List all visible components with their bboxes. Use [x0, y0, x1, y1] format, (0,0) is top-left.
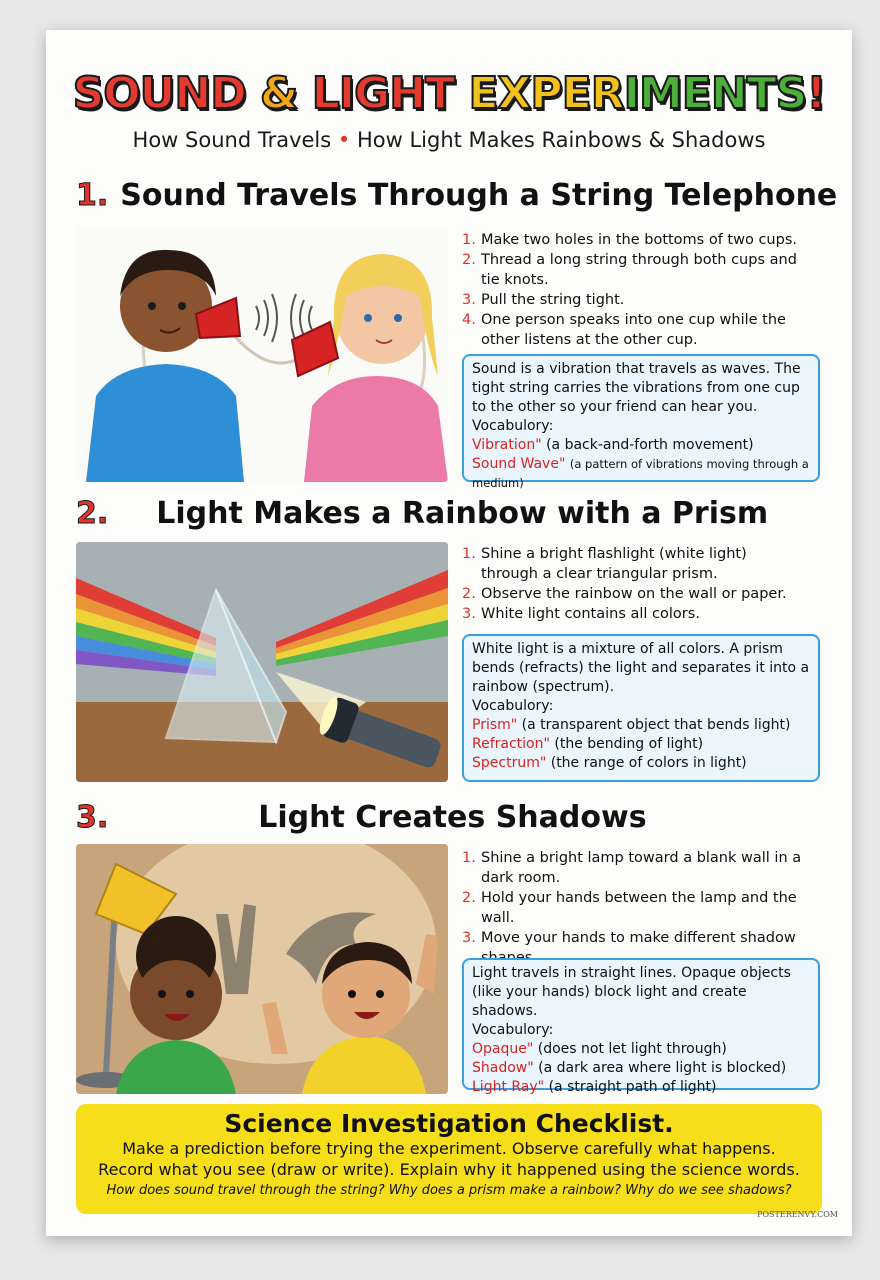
step-item [462, 544, 808, 584]
title-part: ! [806, 68, 826, 119]
vocab-label: Vocabulory: [472, 1022, 554, 1038]
step-number: 4. [462, 312, 476, 328]
step-text: Move your hands to make different shadow [481, 930, 796, 946]
subtitle-left: How Sound Travels [132, 128, 332, 152]
step-number: 2. [462, 890, 476, 906]
step-item [462, 584, 808, 604]
vocab-definition: (the bending of light) [554, 736, 704, 752]
step-item [462, 310, 808, 350]
section-number: 3. [76, 800, 109, 835]
step-number: 1. [462, 850, 476, 866]
vocab-term: Light Ray" [472, 1079, 545, 1095]
poster-title [46, 68, 852, 119]
checklist-questions: How does sound travel through the string? Why does a prism make a rainbow? Why do we see shadows? [106, 1183, 792, 1198]
vocab-item [472, 1040, 810, 1059]
section-3-heading [76, 800, 822, 835]
vocab-item [472, 754, 810, 773]
section-title: Sound Travels Through a String Telephone [120, 178, 838, 213]
step-number: 1. [462, 232, 476, 248]
step-number: 3. [462, 930, 476, 946]
vocab-definition: (a pattern of vibrations moving through a medium) [472, 457, 809, 490]
vocab-item [472, 1059, 810, 1078]
section-2-heading [76, 496, 822, 531]
subtitle-right: How Light Makes Rainbows & Shadows [356, 128, 766, 152]
string-telephone-illustration [76, 226, 448, 482]
vocab-definition: (a straight path of light) [548, 1079, 717, 1095]
title-part: SOUND [72, 68, 246, 119]
section-1-info-box [462, 354, 820, 490]
step-item [462, 290, 808, 310]
vocab-definition: (a back-and-forth movement) [546, 437, 754, 453]
section-3-steps [462, 848, 808, 968]
vocab-item [472, 1078, 810, 1097]
section-3-info-box [462, 958, 820, 1095]
step-item [462, 888, 808, 928]
title-part: EXPER [454, 68, 624, 119]
explanation-text: White light is a mixture of all colors. A prism bends (refracts) the light and separates it into a rainbow (spectrum). [472, 641, 810, 695]
step-text: One person speaks into one cup while the other listens at the other cup. [481, 312, 786, 348]
section-1-steps [462, 230, 808, 350]
shadow-puppets-illustration [76, 844, 448, 1094]
step-text: Shine a bright flashlight (white light) through a clear triangular prism. [481, 546, 747, 582]
step-text: Shine a bright lamp toward a blank wall in a dark room. [481, 850, 802, 886]
vocab-term: Spectrum" [472, 755, 547, 771]
step-text: Observe the rainbow on the wall or paper. [481, 586, 787, 602]
explanation-text: Sound is a vibration that travels as waves. The tight string carries the vibrations from one cup to the other so your friend can hear you. [472, 361, 801, 415]
prism-rainbow-illustration [76, 542, 448, 782]
vocab-term: Refraction" [472, 736, 550, 752]
section-2-steps [462, 544, 808, 624]
title-part: & [245, 68, 312, 119]
section-1-heading [76, 178, 837, 213]
title-part: IMENTS [623, 68, 807, 119]
checklist-heading: Science Investigation Checklist. [224, 1109, 674, 1138]
step-item [462, 250, 808, 290]
poster [46, 30, 852, 1236]
step-text: White light contains all colors. [481, 606, 700, 622]
vocab-term: Sound Wave" [472, 456, 566, 472]
step-item [462, 604, 808, 624]
checklist-line: Record what you see (draw or write). Explain why it happened using the science words. [98, 1160, 800, 1179]
step-text: Make two holes in the bottoms of two cups. [481, 232, 797, 248]
vocab-item [472, 436, 810, 455]
step-text: Hold your hands between the lamp and the wall. [481, 890, 797, 926]
step-item [462, 230, 808, 250]
step-number: 1. [462, 546, 476, 562]
investigation-checklist [76, 1104, 822, 1214]
vocab-label: Vocabulory: [472, 698, 554, 714]
publisher-credit: POSTERENVY.COM [757, 1210, 838, 1219]
section-title: Light Creates Shadows [258, 800, 647, 835]
explanation-text: Light travels in straight lines. Opaque objects (like your hands) block light and create shadows. [472, 965, 791, 1019]
vocab-definition: (the range of colors in light) [550, 755, 747, 771]
title-part: LIGHT [311, 68, 455, 119]
step-text: Pull the string tight. [481, 292, 625, 308]
subtitle-separator: • [337, 128, 351, 152]
vocab-item [472, 735, 810, 754]
vocab-term: Opaque" [472, 1041, 534, 1057]
vocab-item [472, 455, 810, 493]
step-text: Thread a long string through both cups and tie knots. [481, 252, 797, 288]
step-number: 3. [462, 292, 476, 308]
section-2-info-box [462, 634, 820, 782]
section-number: 2. [76, 496, 109, 531]
step-number: 3. [462, 606, 476, 622]
vocab-term: Vibration" [472, 437, 542, 453]
step-item [462, 848, 808, 888]
vocab-item [472, 716, 810, 735]
section-title: Light Makes a Rainbow with a Prism [156, 496, 769, 531]
vocab-definition: (a dark area where light is blocked) [538, 1060, 787, 1076]
vocab-label: Vocabulory: [472, 418, 554, 434]
checklist-line: Make a prediction before trying the experiment. Observe carefully what happens. [122, 1139, 776, 1158]
step-number: 2. [462, 586, 476, 602]
poster-subtitle [46, 128, 852, 152]
vocab-definition: (does not let light through) [537, 1041, 727, 1057]
section-number: 1. [76, 178, 109, 213]
vocab-term: Prism" [472, 717, 518, 733]
step-number: 2. [462, 252, 476, 268]
vocab-term: Shadow" [472, 1060, 534, 1076]
vocab-definition: (a transparent object that bends light) [521, 717, 791, 733]
